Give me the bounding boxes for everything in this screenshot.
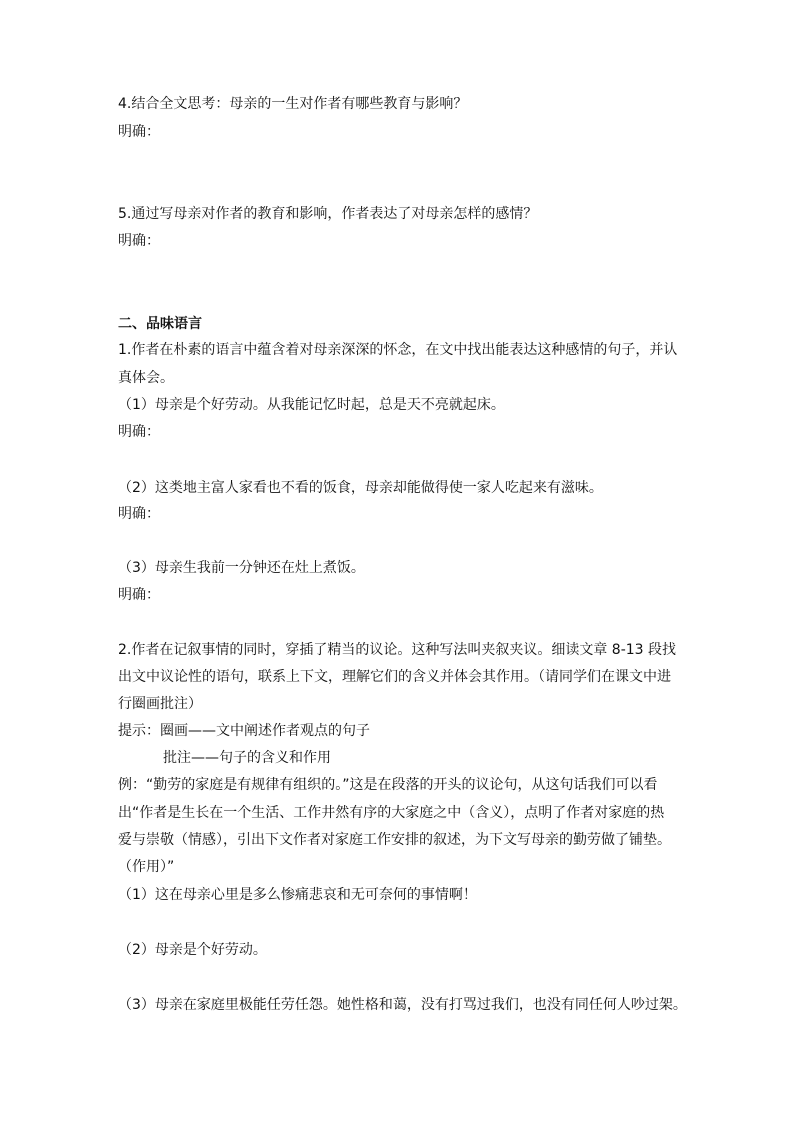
item2-example-line1: 例：“勤劳的家庭是有规律有组织的。”这是在段落的开头的议论句，从这句话我们可以看 — [118, 777, 658, 793]
item2-example-line3: 爱与崇敬（情感），引出下文作者对家庭工作安排的叙述，为下文写母亲的勤劳做了铺垫。 — [118, 832, 671, 848]
item1-s2-answer-label: 明确： — [118, 506, 160, 522]
q4-answer-label: 明确： — [118, 124, 160, 140]
item2-sentence-1: （1）这在母亲心里是多么惨痛悲哀和无可奈何的事情啊！ — [118, 887, 477, 903]
item2-example-line4: （作用）” — [118, 859, 175, 875]
item1-sentence-3: （3）母亲生我前一分钟还在灶上煮饭。 — [118, 560, 365, 576]
item2-tip-line2: 批注——句子的含义和作用 — [163, 750, 331, 766]
q5-question: 5.通过写母亲对作者的教育和影响，作者表达了对母亲怎样的感情？ — [118, 206, 538, 222]
item2-example-line2: 出“作者是生长在一个生活、工作井然有序的大家庭之中（含义），点明了作者对家庭的热 — [118, 805, 665, 821]
item1-intro-line1: 1.作者在朴素的语言中蕴含着对母亲深深的怀念，在文中找出能表达这种感情的句子，并认 — [118, 342, 678, 358]
item2-sentence-2: （2）母亲是个好劳动。 — [118, 942, 267, 958]
q5-answer-label: 明确： — [118, 233, 160, 249]
item1-s1-answer-label: 明确： — [118, 424, 160, 440]
q4-question: 4.结合全文思考：母亲的一生对作者有哪些教育与影响？ — [118, 96, 468, 112]
section2-heading: 二、品味语言 — [118, 316, 202, 332]
item1-s3-answer-label: 明确： — [118, 587, 160, 603]
item2-tip-line1: 提示：圈画——文中阐述作者观点的句子 — [118, 723, 370, 739]
item1-intro-line2: 真体会。 — [118, 370, 174, 386]
item2-sentence-3: （3）母亲在家庭里极能任劳任怨。她性格和蔼，没有打骂过我们，也没有同任何人吵过架。 — [118, 997, 687, 1013]
item1-sentence-1: （1）母亲是个好劳动。从我能记忆时起，总是天不亮就起床。 — [118, 397, 505, 413]
item2-intro-line2: 出文中议论性的语句，联系上下文，理解它们的含义并体会其作用。（请同学们在课文中进 — [118, 669, 671, 685]
item2-intro-line3: 行圈画批注） — [118, 696, 202, 712]
item2-intro-line1: 2.作者在记叙事情的同时，穿插了精当的议论。这种写法叫夹叙夹议。细读文章 8-13 段找 — [118, 642, 677, 658]
item1-sentence-2: （2）这类地主富人家看也不看的饭食，母亲却能做得使一家人吃起来有滋味。 — [118, 480, 603, 496]
